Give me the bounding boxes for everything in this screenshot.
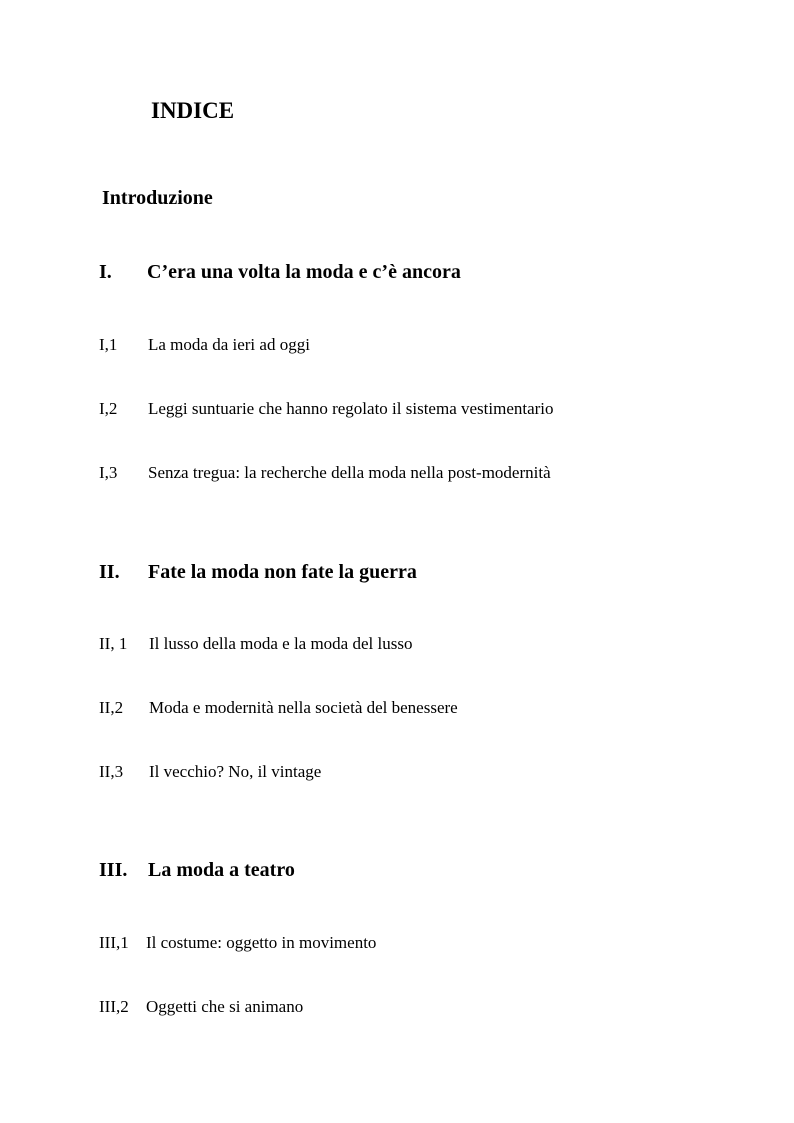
section-2-3-number: II,3 — [99, 762, 124, 781]
section-1-2-title: Leggi suntuarie che hanno regolato il sistema vestimentario — [148, 399, 554, 418]
section-2-1-title: Il lusso della moda e la moda del lusso — [149, 634, 413, 653]
chapter-3-title: La moda a teatro — [148, 859, 295, 881]
section-2-2-title: Moda e modernità nella società del benessere — [149, 698, 458, 717]
section-1-3-title: Senza tregua: la recherche della moda nella post-modernità — [148, 463, 551, 482]
section-3-1-title: Il costume: oggetto in movimento — [146, 933, 377, 952]
chapter-2-number: II. — [99, 561, 120, 583]
section-2-2-number: II,2 — [99, 698, 124, 717]
section-1-2-number: I,2 — [99, 399, 118, 418]
page-title: INDICE — [151, 98, 235, 123]
chapter-2-title: Fate la moda non fate la guerra — [148, 561, 417, 583]
chapter-1-title: C’era una volta la moda e c’è ancora — [147, 261, 461, 283]
section-1-1-number: I,1 — [99, 335, 118, 354]
section-1-3-number: I,3 — [99, 463, 118, 482]
chapter-3-number: III. — [99, 859, 128, 881]
introduction-entry: Introduzione — [102, 187, 213, 209]
chapter-1-number: I. — [99, 261, 112, 283]
section-3-2-number: III,2 — [99, 997, 129, 1016]
section-1-1-title: La moda da ieri ad oggi — [148, 335, 310, 354]
section-2-1-number: II, 1 — [99, 634, 128, 653]
section-3-1-number: III,1 — [99, 933, 129, 952]
section-3-2-title: Oggetti che si animano — [146, 997, 304, 1016]
section-2-3-title: Il vecchio? No, il vintage — [149, 762, 322, 781]
